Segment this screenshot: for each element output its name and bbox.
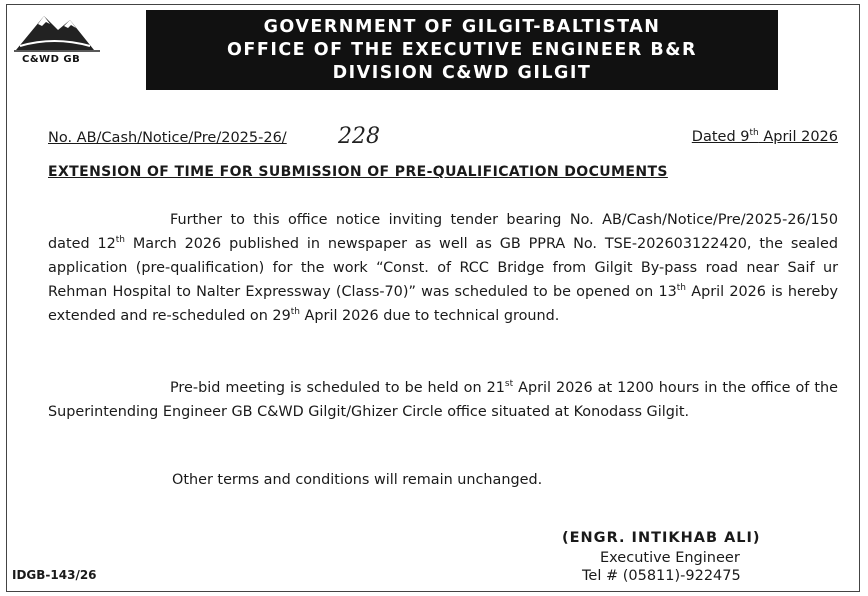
department-logo — [14, 10, 110, 74]
signatory-telephone: Tel # (05811)-922475 — [582, 568, 741, 584]
paragraph-tender-extension — [48, 208, 838, 328]
notice-subject: EXTENSION OF TIME FOR SUBMISSION OF PRE-QUALIFICATION DOCUMENTS — [48, 164, 668, 180]
signatory-name: (ENGR. INTIKHAB ALI) — [562, 530, 761, 546]
paragraph-other-terms: Other terms and conditions will remain unchanged. — [172, 472, 543, 488]
p2-text-2: April 2026 at 1200 hours in the office of the Superintending Engineer GB C&WD Gilgit/Ghizer Circle office situated at Konodass Gilgit. — [48, 380, 838, 420]
letterhead-line-3: DIVISION C&WD GILGIT — [332, 62, 592, 83]
paragraph-pre-bid-meeting — [48, 376, 838, 424]
p1-text-1: Further to this office notice inviting tender bearing No. AB/Cash/Notice/Pre/2025-26/150 dated 12 — [48, 212, 838, 252]
p1-text-2: March 2026 published in newspaper as well as GB PPRA No. TSE-202603122420, the sealed application (pre-qualification) for the work “Const. of RCC Bridge from Gilgit By-pass road near Saif ur Rehman Hospital to Nalter Expressway (Class-70)” was scheduled to be opened on 13 — [48, 236, 838, 300]
mountain-logo-icon — [14, 10, 110, 54]
p1-sup-3: th — [290, 307, 300, 318]
date-prefix: Dated 9 — [691, 128, 750, 145]
p1-text-4: April 2026 due to technical ground. — [299, 308, 560, 324]
p1-sup-2: th — [676, 283, 686, 294]
notice-date — [692, 128, 838, 145]
date-suffix: April 2026 — [758, 128, 838, 145]
p2-text-1: Pre-bid meeting is scheduled to be held on 21 — [170, 380, 505, 396]
p1-text-3: April 2026 is hereby extended and re-scheduled on 29 — [48, 284, 838, 324]
handwritten-reference-number: 228 — [338, 124, 380, 149]
letterhead-line-2: OFFICE OF THE EXECUTIVE ENGINEER B&R — [227, 39, 697, 60]
footer-code: IDGB-143/26 — [12, 568, 97, 582]
date-sup: th — [749, 128, 759, 138]
letterhead-line-1: GOVERNMENT OF GILGIT-BALTISTAN — [263, 16, 661, 37]
letterhead-banner — [146, 10, 778, 90]
signatory-title: Executive Engineer — [600, 550, 740, 566]
p1-sup-1: th — [115, 235, 125, 246]
p2-sup-1: st — [504, 379, 514, 390]
reference-number — [48, 130, 287, 146]
reference-prefix: No. AB/Cash/Notice/Pre/2025-26/ — [48, 130, 287, 146]
logo-text: C&WD GB — [22, 54, 81, 65]
